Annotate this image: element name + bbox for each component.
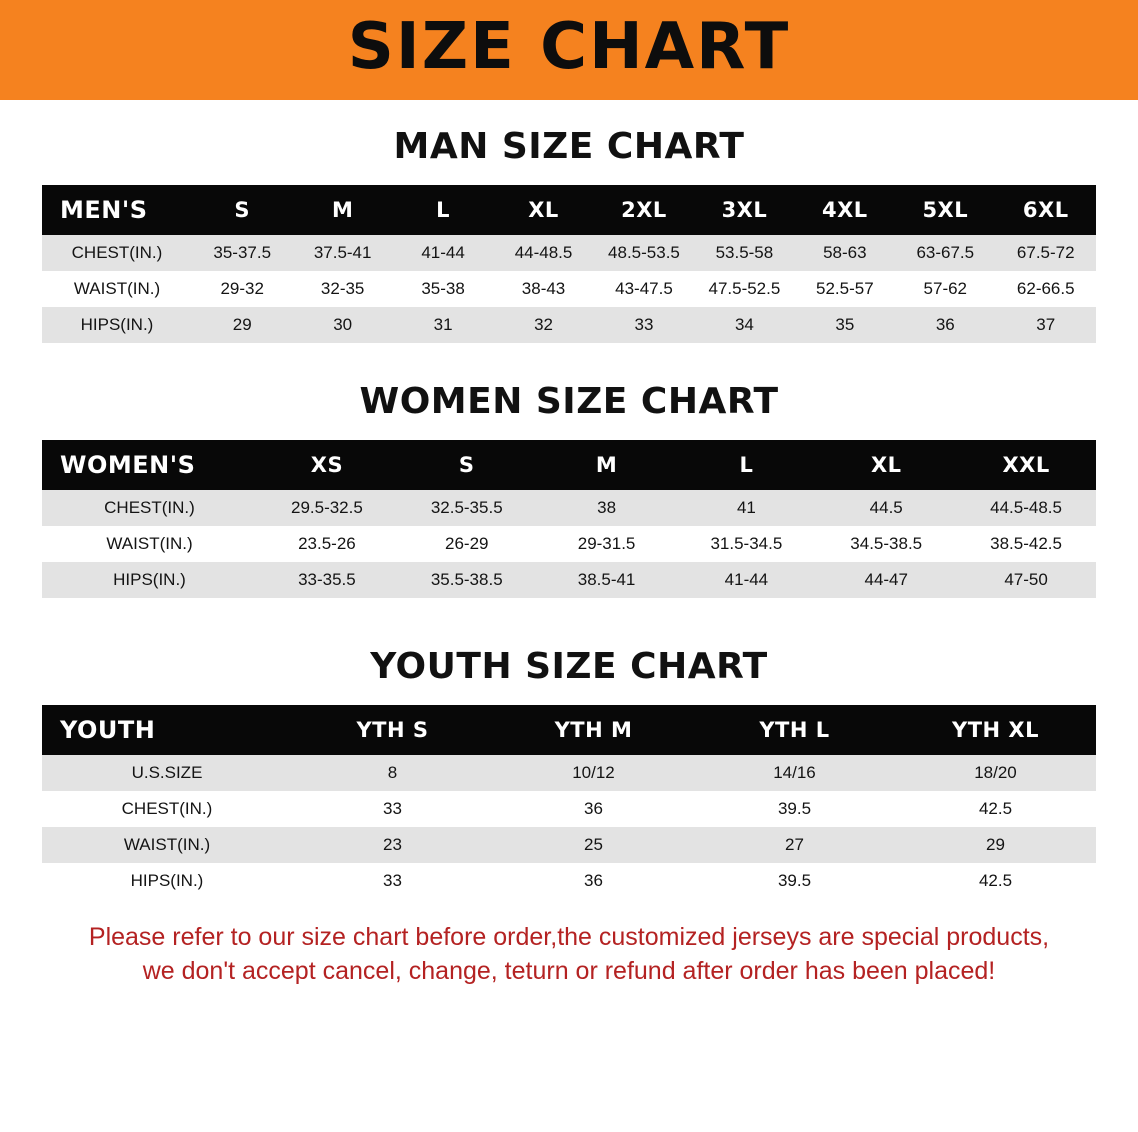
man-cell-2-7: 36 [895, 307, 995, 343]
disclaimer-line-2: we don't accept cancel, change, teturn or refund after order has been placed! [142, 956, 996, 985]
table-row [42, 863, 1096, 899]
man-corner-label: MEN'S [42, 185, 192, 235]
man-cell-0-2: 41-44 [393, 235, 493, 271]
women-table-header [42, 440, 1096, 490]
table-row [42, 271, 1096, 307]
women-cell-0-2: 38 [537, 490, 677, 526]
youth-row-label-0: U.S.SIZE [42, 755, 292, 791]
man-cell-2-5: 34 [694, 307, 794, 343]
man-row-label-0: CHEST(IN.) [42, 235, 192, 271]
man-col-8: 6XL [996, 185, 1097, 235]
man-cell-1-5: 47.5-52.5 [694, 271, 794, 307]
man-cell-2-3: 32 [493, 307, 593, 343]
women-size-table [42, 440, 1096, 598]
man-cell-1-2: 35-38 [393, 271, 493, 307]
man-cell-1-8: 62-66.5 [996, 271, 1097, 307]
youth-col-2: YTH L [694, 705, 895, 755]
man-col-5: 3XL [694, 185, 794, 235]
youth-cell-2-3: 29 [895, 827, 1096, 863]
man-cell-0-5: 53.5-58 [694, 235, 794, 271]
table-row [42, 791, 1096, 827]
women-cell-2-4: 44-47 [816, 562, 956, 598]
man-cell-1-7: 57-62 [895, 271, 995, 307]
man-size-table [42, 185, 1096, 343]
youth-row-label-1: CHEST(IN.) [42, 791, 292, 827]
youth-cell-1-2: 39.5 [694, 791, 895, 827]
man-cell-1-4: 43-47.5 [594, 271, 694, 307]
youth-row-label-3: HIPS(IN.) [42, 863, 292, 899]
page-title: SIZE CHART [347, 10, 791, 84]
youth-cell-0-0: 8 [292, 755, 493, 791]
youth-row-label-2: WAIST(IN.) [42, 827, 292, 863]
man-col-4: 2XL [594, 185, 694, 235]
women-col-4: XL [816, 440, 956, 490]
man-cell-1-0: 29-32 [192, 271, 292, 307]
disclaimer-line-1: Please refer to our size chart before order,the customized jerseys are special products, [88, 923, 1050, 951]
women-size-table-wrap [42, 440, 1096, 598]
table-row [42, 235, 1096, 271]
youth-cell-0-3: 18/20 [895, 755, 1096, 791]
youth-cell-1-0: 33 [292, 791, 493, 827]
table-row [42, 307, 1096, 343]
man-row-label-1: WAIST(IN.) [42, 271, 192, 307]
man-cell-1-3: 38-43 [493, 271, 593, 307]
women-cell-2-1: 35.5-38.5 [397, 562, 537, 598]
man-section-heading: MAN SIZE CHART [393, 126, 745, 167]
women-table-body [42, 490, 1096, 598]
women-col-3: L [676, 440, 816, 490]
man-col-1: M [292, 185, 392, 235]
man-cell-2-1: 30 [292, 307, 392, 343]
youth-size-table [42, 705, 1096, 899]
man-cell-0-7: 63-67.5 [895, 235, 995, 271]
man-cell-0-0: 35-37.5 [192, 235, 292, 271]
table-header-row [42, 185, 1096, 235]
man-cell-0-1: 37.5-41 [292, 235, 392, 271]
women-cell-2-3: 41-44 [676, 562, 816, 598]
disclaimer-note [34, 921, 1104, 989]
table-row [42, 562, 1096, 598]
women-cell-2-2: 38.5-41 [537, 562, 677, 598]
youth-table-body [42, 755, 1096, 899]
women-col-5: XXL [956, 440, 1096, 490]
women-row-label-1: WAIST(IN.) [42, 526, 257, 562]
women-cell-0-4: 44.5 [816, 490, 956, 526]
women-col-0: XS [257, 440, 397, 490]
women-cell-1-0: 23.5-26 [257, 526, 397, 562]
women-cell-2-5: 47-50 [956, 562, 1096, 598]
youth-corner-label: YOUTH [42, 705, 292, 755]
youth-table-header [42, 705, 1096, 755]
women-cell-1-3: 31.5-34.5 [676, 526, 816, 562]
women-cell-0-1: 32.5-35.5 [397, 490, 537, 526]
youth-cell-0-1: 10/12 [493, 755, 694, 791]
youth-cell-0-2: 14/16 [694, 755, 895, 791]
youth-cell-3-2: 39.5 [694, 863, 895, 899]
youth-cell-3-3: 42.5 [895, 863, 1096, 899]
youth-cell-1-1: 36 [493, 791, 694, 827]
man-cell-1-1: 32-35 [292, 271, 392, 307]
man-cell-0-3: 44-48.5 [493, 235, 593, 271]
youth-cell-2-2: 27 [694, 827, 895, 863]
man-row-label-2: HIPS(IN.) [42, 307, 192, 343]
youth-col-3: YTH XL [895, 705, 1096, 755]
page-banner [0, 0, 1138, 100]
man-cell-2-6: 35 [795, 307, 895, 343]
youth-cell-1-3: 42.5 [895, 791, 1096, 827]
youth-cell-3-1: 36 [493, 863, 694, 899]
table-row [42, 827, 1096, 863]
youth-cell-2-1: 25 [493, 827, 694, 863]
man-table-body [42, 235, 1096, 343]
man-table-header [42, 185, 1096, 235]
women-row-label-0: CHEST(IN.) [42, 490, 257, 526]
women-cell-1-1: 26-29 [397, 526, 537, 562]
women-cell-1-5: 38.5-42.5 [956, 526, 1096, 562]
women-col-2: M [537, 440, 677, 490]
women-cell-0-5: 44.5-48.5 [956, 490, 1096, 526]
youth-size-table-wrap [42, 705, 1096, 899]
man-size-table-wrap [42, 185, 1096, 343]
youth-cell-2-0: 23 [292, 827, 493, 863]
table-row [42, 526, 1096, 562]
man-col-3: XL [493, 185, 593, 235]
man-cell-0-4: 48.5-53.5 [594, 235, 694, 271]
man-cell-0-8: 67.5-72 [996, 235, 1097, 271]
youth-col-1: YTH M [493, 705, 694, 755]
man-col-6: 4XL [795, 185, 895, 235]
man-cell-1-6: 52.5-57 [795, 271, 895, 307]
women-cell-2-0: 33-35.5 [257, 562, 397, 598]
table-header-row [42, 705, 1096, 755]
youth-section-heading: YOUTH SIZE CHART [370, 646, 768, 687]
man-col-2: L [393, 185, 493, 235]
man-col-7: 5XL [895, 185, 995, 235]
table-header-row [42, 440, 1096, 490]
man-cell-2-0: 29 [192, 307, 292, 343]
women-col-1: S [397, 440, 537, 490]
man-col-0: S [192, 185, 292, 235]
women-corner-label: WOMEN'S [42, 440, 257, 490]
youth-cell-3-0: 33 [292, 863, 493, 899]
women-row-label-2: HIPS(IN.) [42, 562, 257, 598]
women-cell-0-0: 29.5-32.5 [257, 490, 397, 526]
youth-col-0: YTH S [292, 705, 493, 755]
man-cell-2-4: 33 [594, 307, 694, 343]
women-cell-0-3: 41 [676, 490, 816, 526]
man-cell-0-6: 58-63 [795, 235, 895, 271]
table-row [42, 490, 1096, 526]
women-cell-1-2: 29-31.5 [537, 526, 677, 562]
man-cell-2-2: 31 [393, 307, 493, 343]
table-row [42, 755, 1096, 791]
man-cell-2-8: 37 [996, 307, 1097, 343]
women-cell-1-4: 34.5-38.5 [816, 526, 956, 562]
women-section-heading: WOMEN SIZE CHART [359, 381, 779, 422]
